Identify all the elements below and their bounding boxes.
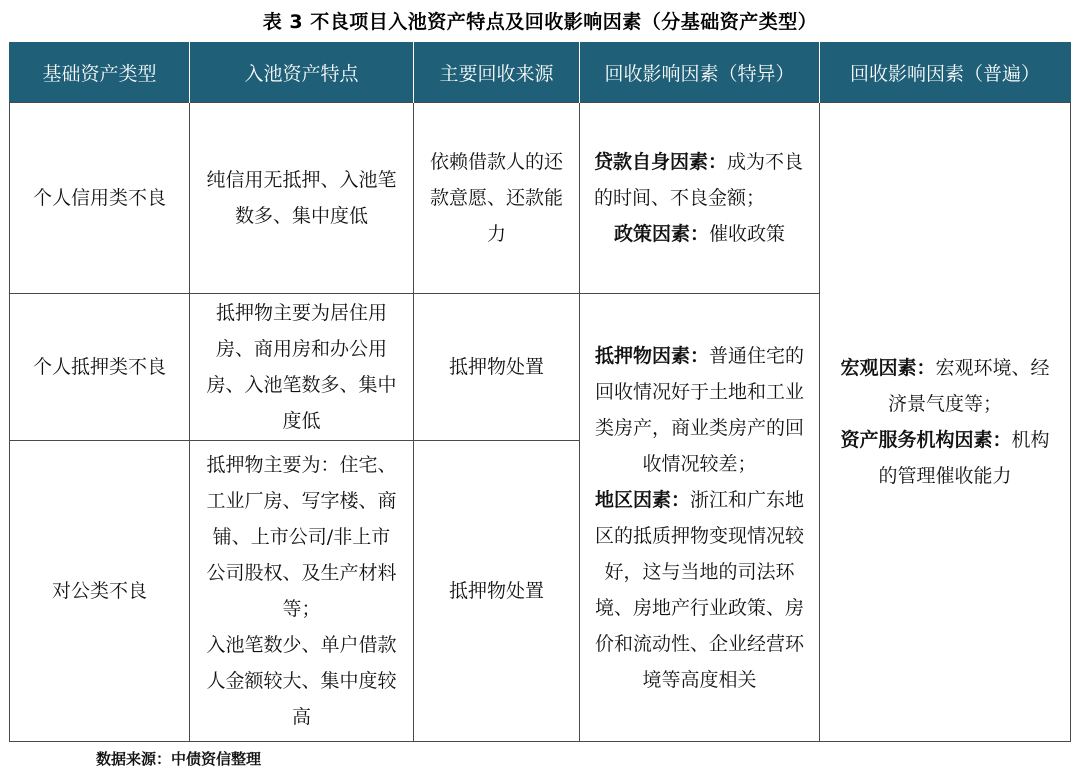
specific-factors-cell	[580, 294, 820, 742]
factor-label: 抵押物因素：	[594, 344, 709, 367]
general-factors-cell	[820, 103, 1071, 742]
asset-type-cell: 个人信用类不良	[10, 103, 190, 294]
factor-text: 浙江和广东地区的抵质押物变现情况较好，这与当地的司法环境、房地产行业政策、房价和流动性、企业经营环境等高度相关	[594, 488, 805, 691]
recovery-factors-table	[9, 42, 1071, 742]
header-specific-factors: 回收影响因素（特异）	[580, 42, 820, 103]
main-source-cell: 抵押物处置	[414, 441, 580, 742]
pool-features-cell	[190, 441, 414, 742]
asset-type-cell: 个人抵押类不良	[10, 294, 190, 441]
main-source-cell: 抵押物处置	[414, 294, 580, 441]
factor-text: 催收政策	[709, 223, 786, 245]
table-header-row	[10, 42, 1071, 103]
factor-text: 机构的管理催收能力	[878, 429, 1050, 487]
header-general-factors: 回收影响因素（普遍）	[820, 42, 1071, 103]
factor-text: 成为不良的时间、不良金额；	[594, 151, 804, 209]
factor-label: 政策因素：	[613, 223, 709, 245]
main-source-cell: 依赖借款人的还款意愿、还款能力	[414, 103, 580, 294]
pool-features-text: 抵押物主要为：住宅、工业厂房、写字楼、商铺、上市公司/非上市公司股权、及生产材料等；	[206, 454, 397, 620]
header-main-source: 主要回收来源	[414, 42, 580, 103]
factor-text: 普通住宅的回收情况好于土地和工业类房产，商业类房产的回收情况较差；	[594, 344, 805, 475]
header-pool-features: 入池资产特点	[190, 42, 414, 103]
pool-features-cell: 抵押物主要为居住用房、商用房和办公用房、入池笔数多、集中度低	[190, 294, 414, 441]
data-source-note: 数据来源：中债资信整理	[96, 750, 262, 768]
factor-label: 宏观因素：	[840, 357, 936, 379]
factor-label: 地区因素：	[594, 488, 690, 511]
factor-label: 资产服务机构因素：	[840, 429, 1012, 451]
table-title: 表 3 不良项目入池资产特点及回收影响因素（分基础资产类型）	[262, 11, 818, 33]
specific-factors-cell	[580, 103, 820, 294]
factor-text: 宏观环境、经济景气度等；	[887, 357, 1050, 415]
pool-features-cell: 纯信用无抵押、入池笔数多、集中度低	[190, 103, 414, 294]
asset-type-cell: 对公类不良	[10, 441, 190, 742]
factor-label: 贷款自身因素：	[594, 151, 728, 173]
pool-features-text: 入池笔数少、单户借款人金额较大、集中度较高	[206, 634, 397, 728]
table-row	[10, 103, 1071, 294]
header-asset-type: 基础资产类型	[10, 42, 190, 103]
